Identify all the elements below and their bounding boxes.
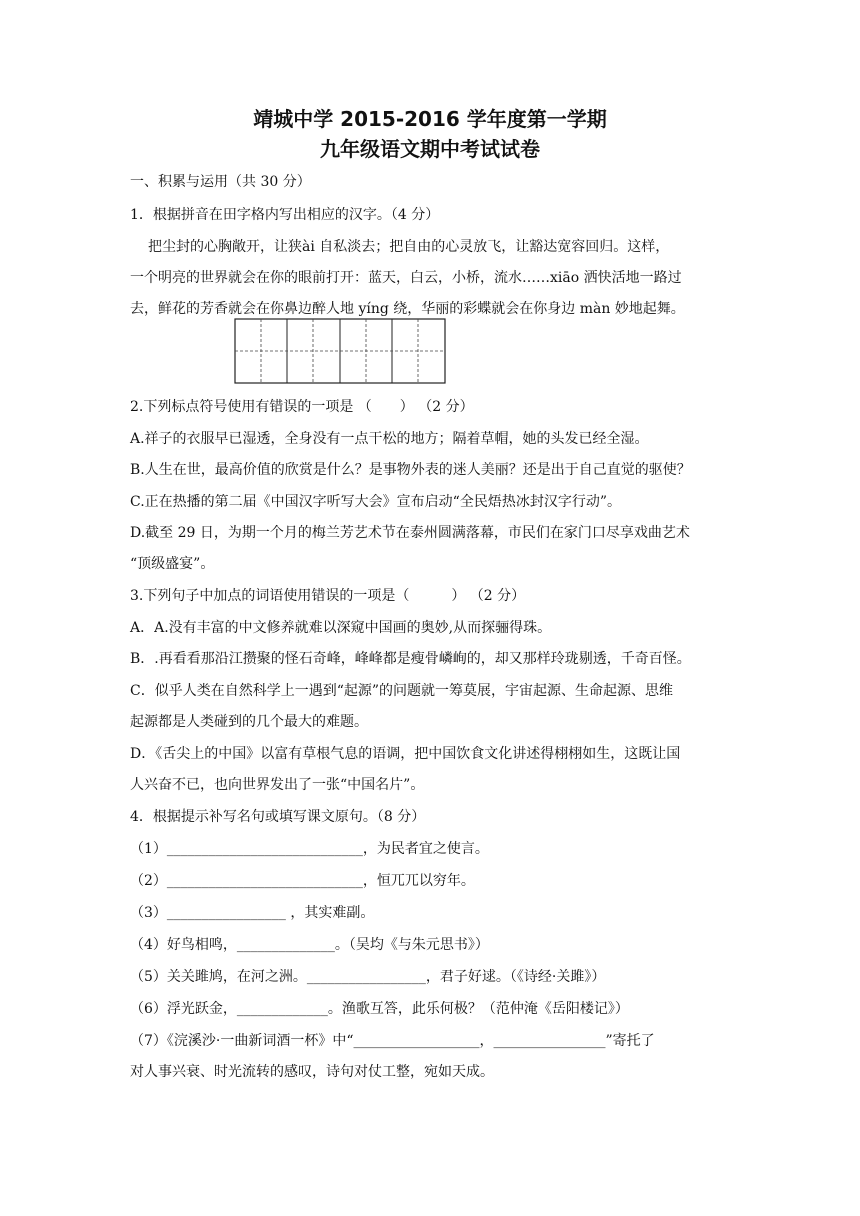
section-heading: 一、积累与运用（共 30 分）	[130, 174, 311, 190]
question-1-passage-line2: 一个明亮的世界就会在你的眼前打开：蓝天，白云，小桥，流水……xiāo 洒快活地一路过	[130, 270, 682, 286]
question-3-option-d-line2: 人兴奋不已，也向世界发出了一张“中国名片”。	[130, 777, 425, 793]
question-2-option-c: C.正在热播的第二届《中国汉字听写大会》宣布启动“全民焐热冰封汉字行动”。	[130, 494, 621, 510]
question-4-item-4: （4）好鸟相鸣，______________。（吴均《与朱元思书》）	[130, 937, 489, 953]
question-2-option-a: A.祥子的衣服早已湿透，全身没有一点干松的地方；隔着草帽，她的头发已经全湿。	[130, 431, 649, 447]
question-3-option-c-line1: C．似乎人类在自然科学上一遇到“起源”的问题就一筹莫展，宇宙起源、生命起源、思维	[130, 683, 674, 699]
question-2-option-d-line2: “顶级盛宴”。	[130, 556, 215, 572]
question-3-stem: 3.下列句子中加点的词语使用错误的一项是（ ） （2 分）	[130, 588, 526, 604]
exam-title-line2: 九年级语文期中考试试卷	[320, 137, 540, 161]
question-4-item-3: （3）_________________ ，其实难副。	[130, 905, 375, 921]
question-4-stem: 4．根据提示补写名句或填写课文原句。（8 分）	[130, 809, 426, 825]
question-1-passage-line3: 去，鲜花的芳香就会在你鼻边醉人地 yíng 绕，华丽的彩蝶就会在你身边 màn 妙地起舞。	[130, 301, 685, 317]
question-4-item-6: （6）浮光跃金，_____________。渔歌互答，此乐何极？（范仲淹《岳阳楼记》）	[130, 1001, 629, 1017]
question-2-option-d-line1: D.截至 29 日，为期一个月的梅兰芳艺术节在泰州圆满落幕，市民们在家门口尽享戏曲艺术	[130, 525, 690, 541]
exam-title-line1: 靖城中学 2015-2016 学年度第一学期	[253, 107, 607, 131]
tianzige-grid[interactable]	[234, 318, 446, 384]
question-4-item-7-line2: 对人事兴衰、时光流转的感叹，诗句对仗工整，宛如天成。	[130, 1064, 494, 1080]
question-1-stem: 1．根据拼音在田字格内写出相应的汉字。（4 分）	[130, 207, 440, 223]
question-2-stem: 2.下列标点符号使用有错误的一项是 （ ） （2 分）	[130, 399, 474, 415]
question-4-item-1: （1）____________________________，为民者宜之使言。	[130, 841, 489, 857]
question-4-item-2: （2）____________________________，恒兀兀以穷年。	[130, 873, 475, 889]
question-3-option-d-line1: D．《舌尖上的中国》以富有草根气息的语调，把中国饮食文化讲述得栩栩如生，这既让国	[130, 746, 681, 762]
question-2-option-b: B.人生在世，最高价值的欣赏是什么？是事物外表的迷人美丽？还是出于自己直觉的驱使？	[130, 462, 691, 478]
question-3-option-a: A．A.没有丰富的中文修养就难以深窥中国画的奥妙,从而探骊得珠。	[130, 620, 552, 636]
question-1-passage-line1: 把尘封的心胸敞开，让狭ài 自私淡去；把自由的心灵放飞，让豁达宽容回归。这样，	[148, 239, 670, 255]
question-4-item-5: （5）关关雎鸠，在河之洲。_________________，君子好逑。（《诗经·关雎》）	[130, 969, 606, 985]
question-4-item-7-line1: （7）《浣溪沙·一曲新词酒一杯》中“__________________，________________”寄托了	[130, 1033, 655, 1049]
question-3-option-b: B．.再看看那沿江攒聚的怪石奇峰，峰峰都是瘦骨嶙峋的，却又那样玲珑剔透，千奇百怪。	[130, 651, 691, 667]
question-3-option-c-line2: 起源都是人类碰到的几个最大的难题。	[130, 714, 368, 730]
